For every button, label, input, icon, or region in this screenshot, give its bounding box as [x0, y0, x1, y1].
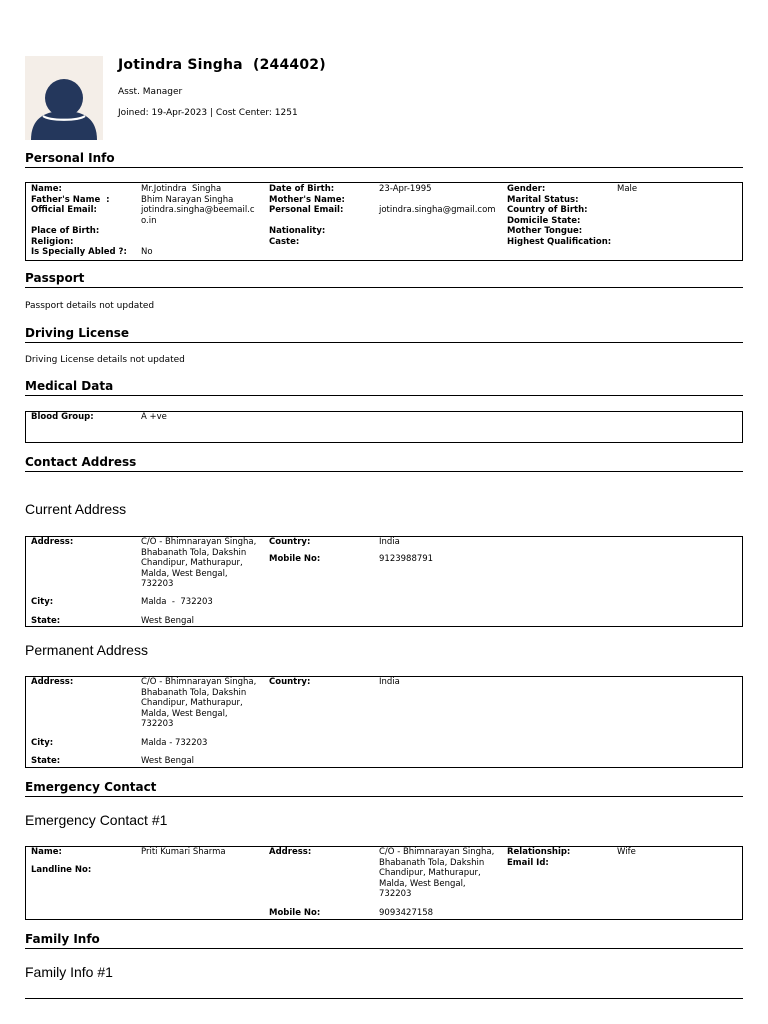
current-mobile-label: Mobile No: — [269, 554, 321, 564]
current-country-label: Country: — [269, 537, 311, 547]
gender-value: Male — [617, 184, 638, 194]
highest-qualification-label: Highest Qualification: — [507, 236, 612, 247]
religion-label: Religion: — [31, 236, 74, 247]
passport-note: Passport details not updated — [25, 301, 155, 311]
specially-abled-value: No — [141, 247, 153, 257]
current-address-label: Address: — [31, 537, 74, 547]
relationship-value: Wife — [617, 847, 636, 857]
blood-group-value: A +ve — [141, 412, 167, 422]
email-id-label: Email Id: — [507, 857, 549, 868]
permanent-country-value: India — [379, 677, 400, 687]
emergency-mobile-value: 9093427158 — [379, 908, 434, 918]
emergency-address-value: C/O - Bhimnarayan Singha, Bhabanath Tola, Dakshin Chandipur, Mathurapur, Malda, West Bengal, 732203 — [379, 847, 495, 899]
section-family-info: Family Info — [25, 932, 743, 949]
dob-label: Date of Birth: — [269, 184, 335, 194]
permanent-city-label: City: — [31, 738, 54, 748]
section-medical-data: Medical Data — [25, 379, 743, 396]
marital-status-label: Marital Status: — [507, 194, 579, 205]
current-state-value: West Bengal — [141, 616, 195, 626]
permanent-address-title: Permanent Address — [25, 642, 148, 658]
section-contact-address: Contact Address — [25, 455, 743, 472]
current-address-box — [25, 536, 743, 627]
emergency-contact-box — [25, 846, 743, 920]
name-value: Mr.Jotindra Singha — [141, 184, 222, 194]
section-emergency-contact: Emergency Contact — [25, 780, 743, 797]
father-name-label: Father's Name : — [31, 194, 110, 205]
domicile-state-label: Domicile State: — [507, 215, 581, 226]
emergency-name-value: Priti Kumari Sharma — [141, 847, 226, 857]
father-name-value: Bhim Narayan Singha — [141, 194, 234, 205]
dob-value: 23-Apr-1995 — [379, 184, 432, 194]
employee-avatar — [25, 56, 103, 140]
personal-email-value: jotindra.singha@gmail.com — [379, 205, 496, 215]
current-address-value: C/O - Bhimnarayan Singha, Bhabanath Tola, Dakshin Chandipur, Mathurapur, Malda, West Bengal, 732203 — [141, 537, 257, 589]
current-country-value: India — [379, 537, 400, 547]
section-passport: Passport — [25, 271, 743, 288]
emergency-contact-1-title: Emergency Contact #1 — [25, 812, 168, 828]
permanent-country-label: Country: — [269, 677, 311, 687]
employee-designation: Asst. Manager — [118, 87, 183, 97]
place-of-birth-label: Place of Birth: — [31, 226, 100, 236]
permanent-state-label: State: — [31, 756, 61, 766]
employee-joined-line: Joined: 19-Apr-2023 | Cost Center: 1251 — [118, 108, 298, 118]
landline-label: Landline No: — [31, 865, 92, 875]
personal-email-label: Personal Email: — [269, 205, 344, 215]
official-email-value: jotindra.singha@beemail.co.in — [141, 205, 255, 226]
mother-name-label: Mother's Name: — [269, 194, 345, 205]
current-address-title: Current Address — [25, 501, 127, 517]
official-email-label: Official Email: — [31, 205, 97, 215]
personal-info-box — [25, 182, 743, 261]
current-city-value: Malda - 732203 — [141, 597, 213, 607]
relationship-label: Relationship: — [507, 847, 571, 857]
permanent-city-value: Malda - 732203 — [141, 738, 208, 748]
specially-abled-label: Is Specially Abled ?: — [31, 247, 127, 257]
permanent-state-value: West Bengal — [141, 756, 195, 766]
emergency-name-label: Name: — [31, 847, 62, 857]
current-city-label: City: — [31, 597, 54, 607]
permanent-address-value: C/O - Bhimnarayan Singha, Bhabanath Tola, Dakshin Chandipur, Mathurapur, Malda, West Bengal, 732203 — [141, 677, 257, 729]
current-mobile-value: 9123988791 — [379, 554, 434, 564]
name-label: Name: — [31, 184, 62, 194]
nationality-label: Nationality: — [269, 226, 326, 236]
emergency-address-label: Address: — [269, 847, 312, 857]
family-info-box-top — [25, 998, 743, 999]
gender-label: Gender: — [507, 184, 546, 194]
caste-label: Caste: — [269, 236, 300, 247]
current-state-label: State: — [31, 616, 61, 626]
mother-tongue-label: Mother Tongue: — [507, 226, 583, 236]
permanent-address-box — [25, 676, 743, 768]
driving-license-note: Driving License details not updated — [25, 355, 185, 365]
permanent-address-label: Address: — [31, 677, 74, 687]
emergency-mobile-label: Mobile No: — [269, 908, 321, 918]
blood-group-label: Blood Group: — [31, 412, 94, 422]
person-icon — [25, 56, 103, 140]
country-of-birth-label: Country of Birth: — [507, 205, 588, 215]
section-driving-license: Driving License — [25, 326, 743, 343]
employee-name: Jotindra Singha (244402) — [118, 57, 326, 73]
family-info-1-title: Family Info #1 — [25, 964, 113, 980]
section-personal-info: Personal Info — [25, 151, 743, 168]
medical-box — [25, 411, 743, 443]
